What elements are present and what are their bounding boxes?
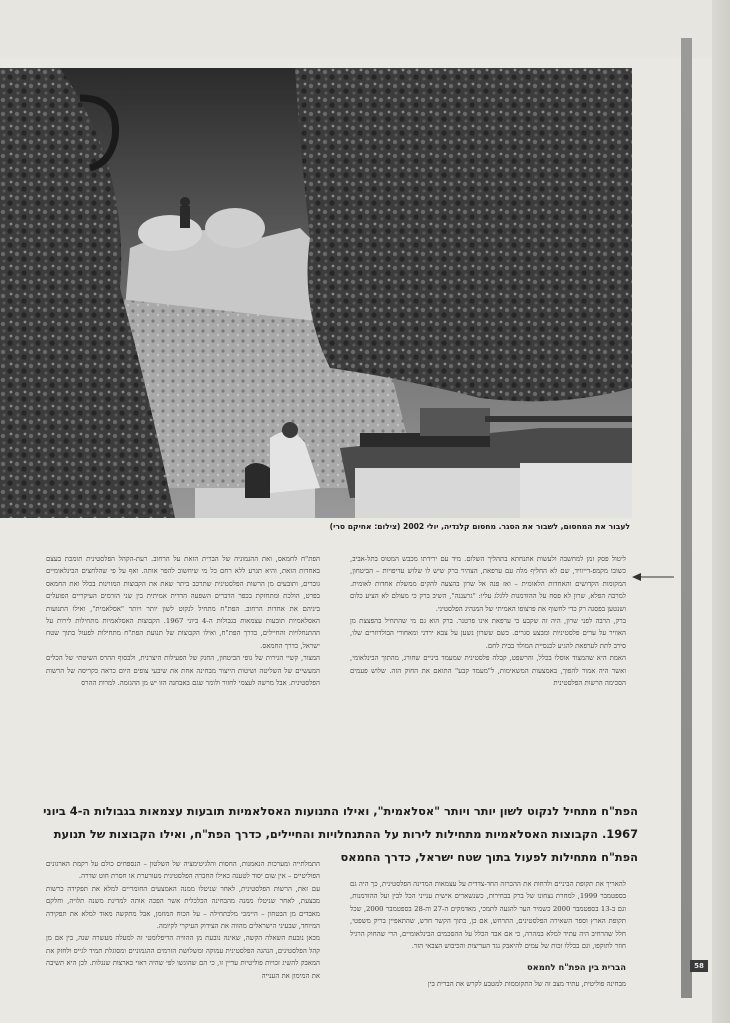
page-number: 58 bbox=[690, 960, 708, 972]
paragraph: הפת"ח לחמאס, ואת ההגמוניה של הברית הזאת על הרחוב. רעת-הקהל הפלסטינית תומכת בעצם באחדות הזאת, והיא תגרע ללא רחם כל מי שיחשוב להפר אותה. ואף על פי שהלחצים הבינלאומיים גוברים, ותובעים מן הרשות הפלסטינית שתרכב ביתר שאת את הקבוצות המזוינות בכלל ואת החמאס בפרט, הולכת ומתחזקת בכפר הדברים השפעה הדדית אמיתית בין שני הזרמים העיקריים הפועלים ביניהם את אחדות הרחוב. הפת"ח מתחיל לנקוט לשון יותר ויותר "אסלאמית", ואילו התנועות האסלאמיות תובעות עצמאות בגבולות ה-4 ביוני 1967. הקבוצות האסלאמיות מתחילות לירות על ההתנחלויות והחיילים, כדרך הפת"ח, ואילו הקבוצות של תנועת הפת"ח מתחילות לפעול בתוך שטח ישראל, כדרך החמאס. bbox=[46, 555, 320, 650]
left-arrow-icon bbox=[632, 572, 674, 582]
paragraph: האמת היא שהמצוד אוסלו בכלל, והרשפט, קבלה פלסטינית שמעמד ביניים שחורג, מהתוך הבינלאומי, ואשר היה אמור להפוך, באמצעות המשאימות, ל"מעמד קבע" התואם את החוק הזה. שלוש פעמים הסכימה הרשות הפלסטינית bbox=[350, 654, 626, 688]
pull-quote-line: הפת"ח מתחילות לפעול בתוך שטח ישראל, כדרך החמאס bbox=[340, 850, 638, 864]
paragraph: עם זאת, הרשות הפלסטינית, לאחר שניטלו ממנה האמצעים החומריים למלא את תפקידה כרשות מבצעת, לאחר שניטלו ממנה מהבחינה הכלכלית אשר הפכה אותה למדינת משנה תלויה, וחלקם מאבדים מן הבטחון – היימכי מלכתחילה – על הכוח המוזמן, אבל מתקשה מאוד למלא את תפקידה המיוחד, שבעיני הישראלים מהווה את הצידוק העיקרי לקיומה. bbox=[46, 884, 320, 931]
photo-caption: לעבור את המחסום, לשבור את הסגר. מחסום קלנדיה, יולי 2002 (צילום: אחיקם סרי) bbox=[329, 522, 630, 531]
page-edge bbox=[712, 0, 730, 1023]
paragraph: ברק, הרבה לפני שרון, היה זה שקבע כי ערפאת אינו פרטנר. ברק הוא גם מי שהתחיל בהפצצת מן האוויר על ערים פלסטיניות ומבצע סגרים. כשם ששרון נשען על צבא ירדני ומאחורי הבולדוזרים שלו, סירב לתת לערפאת להגיע לכנסיית המולד בבית לחם. bbox=[350, 617, 626, 650]
text-column-right-top bbox=[350, 553, 626, 791]
checkpoint-photo-illustration bbox=[0, 68, 632, 518]
section-subheading: הברית בין הפת"ח לחמאס bbox=[526, 962, 626, 973]
paragraph: מכאן נובעת השאלה הקשה, שאינה נובעת מן ההוויה הדיפלומטי זה למעלה מעשרה שנה, בין אם מן קהל הפלסטינים, הנהגה הפלסטינית עמוקה ומשלושת הזרמים ההגמוניים ומסוגלת תמיד לגייס ולחזק את המאבק להשיג זכויות פוליטיות עדיין זו, כי הם שהוגשו לפי שהיה ראוי כארצות שנגלות. לכן היא תשיבה את המימון את הענייה bbox=[46, 934, 320, 980]
paragraph: התמלתייה ומערכות הנאמנות, החסות והלגיטימציה של השלטון – הנספחים כולם על רקמת הארגונים הפוליטיים – אין שום יסוד לטענה כאילו החברה הפלסטינית מעורערת או חסרת חוט שדרה. bbox=[46, 860, 320, 881]
article-photo bbox=[0, 68, 632, 518]
paragraph: להאריך את תקופת הביניים ולדחות את ההכרזה החד-צדדית על עצמאות המדינה הפלסטינית, כך היה גם בספטמבר 1999, למחרת נצחונו של ברק בבחירות, כשנשארים אישית ענייני הכל לבין ועל ההזדמנות, וגם ב-13 בספטמבר 2000 כשמיר הער להגעה לתמכי, מאדמקים ה-27 וה-28 בספטמבר 2000, שכל תקופת הארץ וספר השאירה הפלסטינים, התרחש, אם כן, בתוך הקשר חדש, שהתאפיין בריק משפטי, חלל שהרחיב היה עתיד למלא במהרה, כי אם אבד הכלל על ההסכמים הבינלאומיים, הרי שהחוק הרגיל חוזר לתוקפו, וגם בכללו זכות של עמים להיאבק נגד העריצות והכיבוש הצבאי הזר. bbox=[350, 880, 626, 951]
text-column-left-top bbox=[46, 553, 320, 791]
paragraph: ליטול פסק זמן למחשבה ולעשות אתנחתא בתהליך השלום. מיד עם ירידתו מכבש המטוס בתל-אביב, כשובו מקמפ-דייוויד, שם לא החליף מלה עם ערפאת, הצהיר ברק שיש לו שלוש עדיפויות – הביטחון, המקומות הקדושים והאחדות הלאומית – ואז פנה אל שרון בהצעה להקים ממשלת אחדות לאומית. למרבה הפלא, שרון לא פסח על ההזדמנות ללגלג עליו: "גרעננה", השיב ברק כי מעולם לא הציע כלום ושנטען בפסגה רק כדי לחשוף את פרצופו האמיתי של המנהיג הפלסטיני. bbox=[350, 555, 626, 613]
paragraph: המצור, קשיי הגירות של גופי הביטחון, החנק של הפעילות היצרנית, ולבסוף ההרס השיטתי של הכלים המעשיים של השליטה ושיטות הייצור מבחינה אחת את שיבעי צופים היום כראה כקריסה של הרשות הפלסטינית. אבל מרשה לעצמי לחזור ולומר שגם באבחנה הזו יש מן ההגזמה. למרות ההרס bbox=[46, 654, 320, 688]
paragraph: מבחינה פוליטית, עתיד מצב זה של התקוממות למטבע לקרש את הברית בין bbox=[427, 980, 626, 989]
pull-quote-line: 1967. הקבוצות האסלאמיות מתחילות לירות על ההתנחלויות והחיילים, כדרך הפת"ח, ואילו הקבוצות של תנועת bbox=[53, 827, 638, 841]
text-column-right-bottom bbox=[350, 878, 626, 1018]
top-margin bbox=[0, 0, 730, 58]
side-margin-bar bbox=[681, 38, 692, 998]
pull-quote-line: הפת"ח מתחיל לנקוט לשון יותר ויותר "אסלאמית", ואילו התנועות האסלאמיות תובעות עצמאות בגבולות ה-4 ביוני bbox=[43, 804, 638, 818]
text-column-left-bottom bbox=[46, 858, 320, 1018]
